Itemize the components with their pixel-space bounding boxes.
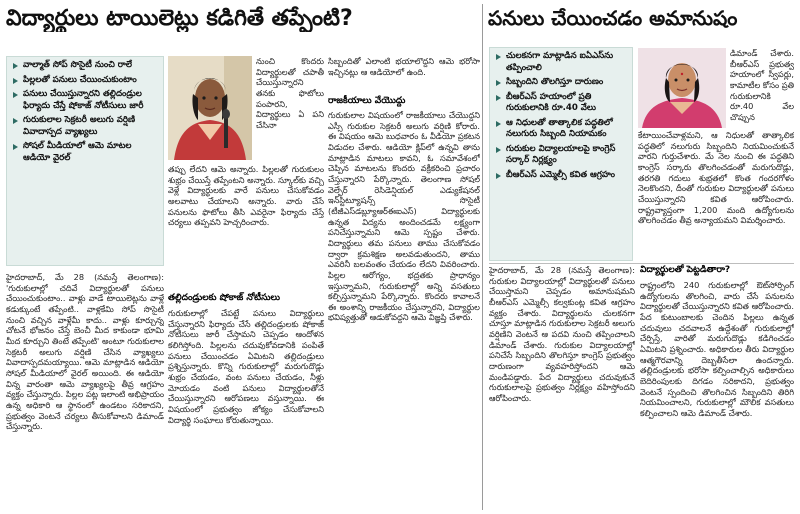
kavitha-portrait-photo <box>638 48 726 128</box>
left-column3-text: గురుకులాల విషయంలో రాజకీయాలు చేయొద్దని ఎస్సీ గురుకుల సెక్రటరీ అలుగు వర్షిణి కోరారు. ఈ విషయం ఆమె బుధవారం ఓ వీడియో ప్రకటన విడుదల చేశారు. ఆడియో క్లిప్‌లో ఉన్నవి తాను మాట్లాడిన మాటలు కావని, ఓ సమావేశంలో చెప్పిన మాటలను కొందరు వక్రీకరించి ప్రచారం చేస్తున్నారని పేర్కొన్నారు. తెలంగాణ సోషల్ వెల్ఫేర్ రెసిడెన్షియల్ ఎడ్యుకేషనల్ ఇన్‌స్టిట్యూషన్స్ సొసైటీ (టీజీఎస్‌డబ్ల్యూఆర్‌ఈఐఎస్) విద్యార్థులకు ఉన్నత విద్యను అందించడమే లక్ష్యంగా పనిచేస్తున్నామని ఆమె స్పష్టం చేశారు. విద్యార్థులు తమ పనులు తాము చేసుకోవడం ద్వారా క్రమశిక్షణ అలవడుతుందని, తాము ఎవరినీ బలవంతం చేయడం లేదని వివరించారు. పిల్లల ఆరోగ్యం, భద్రతకు ప్రాధాన్యం ఇస్తున్నామని, గురుకులాల్లో అన్ని వసతులు కల్పిస్తున్నామని పేర్కొన్నారు. కొందరు కావాలనే ఈ అంశాన్ని రాజకీయం చేస్తున్నారని, విద్యార్థుల భవిష్యత్తుతో ఆడుకోవద్దని ఆమె విజ్ఞప్తి చేశారు. <box>328 110 480 323</box>
right-column1-text: హైదరాబాద్, మే 28 (నమస్తే తెలంగాణ): గురుకుల విద్యాలయాల్లో విద్యార్థులతో పనులు చేయిస్తామని చెప్పడం అమానుషమని బీఆర్‌ఎస్ ఎమ్మెల్సీ కల్వకుంట్ల కవిత ఆగ్రహం వ్యక్తం చేశారు. విద్యార్థులను చులకనగా చూస్తూ మాట్లాడిన గురుకులాల సెక్రటరీ అలుగు వర్షిణిని వెంటనే ఆ పదవి నుంచి తప్పించాలని డిమాండ్ చేశారు. గురుకుల విద్యాలయాల్లో పనిచేసే సిబ్బందిని తొలగిస్తూ కాంగ్రెస్ ప్రభుత్వం దారుణంగా వ్యవహరిస్తోందని ఆమె మండిపడ్డారు. పేద విద్యార్థులు చదువుకునే గురుకులాలపై ప్రభుత్వం నిర్లక్ష్యం వహిస్తోందని ఆరోపించారు. <box>489 265 635 403</box>
right-lead-text: డిమాండ్ చేశారు. బీఆర్‌ఎస్ ప్రభుత్వ హయాంలో స్వీపర్లు, కామాటీల కోసం ప్రతి గురుకులానికి రూ.40 వేల చొప్పున <box>730 48 794 122</box>
left-highlights-box <box>6 56 164 266</box>
right-highlights-box <box>489 47 633 261</box>
left-column3-top <box>328 56 480 94</box>
column-divider <box>482 4 483 510</box>
left-highlight-item: సోషల్ మీడియాలో ఆమె మాటల ఆడియో వైరల్ <box>13 141 159 164</box>
right-highlights-list <box>496 51 628 181</box>
left-column2-continued <box>168 308 324 510</box>
right-column2 <box>640 280 794 510</box>
right-highlight-item: చులకనగా మాట్లాడిన ఐఏఎస్‌ను తప్పించాలి <box>496 51 628 74</box>
right-column2-top-text: కేటాయించేవాళ్లమని, ఆ నిధులతో తాత్కాలిక పద్ధతిలో నలుగురు సిబ్బందిని నియమించుకునే వారని గుర్తుచేశారు. మే నెల నుంచి ఈ పద్ధతిని కాంగ్రెస్ సర్కారు తొలగించడంతో మరుగుదొడ్లు, తరగతి గదులు శుభ్రతలో కొంత గందరగోళం నెలకొందని, దీంతో గురుకుల విద్యార్థులతో పనులు చేయిస్తున్నారని కవిత ఆరోపించారు. రాష్ట్రవ్యాప్తంగా 1,200 మంది ఉద్యోగులను తొలగించడం తీవ్ర అన్యాయమని విమర్శించారు. <box>638 130 794 226</box>
left-column2-lead-text: నుంచి కొందరు విద్యార్థులతో చపాతీ చేయిస్తున్నారని తనకు ఫొటోలు పంపారని, విద్యార్థులు ఏ పని చేసినా <box>256 56 324 130</box>
left-column1-text: హైదరాబాద్, మే 28 (నమస్తే తెలంగాణ): 'గురుకులాల్లో చదివే విద్యార్థులతో పనులు చేయించుకుంటాం.. వాళ్లు వాడే టాయిలెట్లను వాళ్లే కడుక్కుంటే తప్పేంటి.. వాళ్లకేమి సోప్ సొసైటీ నుంచి వచ్చిన వాళ్లేమీ కాదు.. వాళ్లు కూర్చున్న చోటనే భోజనం చేస్తే బెంచీ మీద కాకుండా భూమి మీద కూర్చుని తింటే తప్పేంటి' అంటూ గురుకులాల సెక్రటరీ అలుగు వర్షిణి చేసిన వ్యాఖ్యలు వివాదాస్పదమయ్యాయి. ఆమె మాట్లాడిన ఆడియో సోషల్ మీడియాలో వైరల్ అయింది. ఈ ఆడియో విన్న వారంతా ఆమె వ్యాఖ్యలపై తీవ్ర ఆగ్రహం వ్యక్తం చేస్తున్నారు. పిల్లల పట్ల ఇలాంటి అభిప్రాయం ఉన్న అధికారి ఆ స్థానంలో ఉండటం సరికాదని, ప్రభుత్వం వెంటనే చర్యలు తీసుకోవాలని డిమాండ్ చేస్తున్నారు. <box>6 272 164 432</box>
left-highlight-item: వాల్మాత్ సోప్ సొసైటీ నుంచి రాలే <box>13 60 159 72</box>
right-highlight-item: బీఆర్‌ఎస్ ఎమ్మెల్సీ కవిత ఆగ్రహం <box>496 170 628 182</box>
left-column2-lead <box>256 56 324 160</box>
right-highlight-item: బీఆర్‌ఎస్ హయాంలో ప్రతి గురుకులానికి రూ.40 వేలు <box>496 92 628 115</box>
left-highlight-item: పనులు చేయిస్తున్నారని తల్లిదండ్రుల ఫిర్యాదు చేస్తే షోకాజ్ నోటీసులు జారీ <box>13 89 159 112</box>
right-highlight-item: ఆ నిధులతో తాత్కాలిక పద్ధతిలో నలుగురు సిబ్బంది నియామకం <box>496 118 628 141</box>
left-subhead-notices: తల్లిదండ్రులకు షోకాజ్ నోటీసులు <box>168 293 281 303</box>
right-column1 <box>489 265 635 510</box>
right-headline: పనులు చేయించడం అమానుషం <box>488 6 738 30</box>
left-headline: విద్యార్థులు టాయిలెట్లు కడిగితే తప్పేంటి? <box>6 6 353 31</box>
right-lead <box>730 48 794 130</box>
left-highlight-item: పిల్లలతో పనులు చేయించుకుంటాం <box>13 75 159 87</box>
portrait-illustration <box>168 56 252 160</box>
right-column2-top <box>638 130 794 262</box>
left-highlights-list <box>13 60 159 164</box>
right-section-divider <box>489 263 794 264</box>
left-column1 <box>6 272 164 510</box>
left-column2-continued-text: గురుకులాల్లో చేపట్టే పనులు విద్యార్థులు చేస్తున్నారని ఫిర్యాదు చేసే తల్లిదండ్రులకు షోకాజ్ నోటీసులు జారీ చేస్తామని చెప్పడం ఆందోళన కలిగిస్తోంది. పిల్లలను చదువుకోవడానికి పంపితే పనులు చేయించడం ఏమిటని తల్లిదండ్రులు ప్రశ్నిస్తున్నారు. కొన్ని గురుకులాల్లో మరుగుదొడ్లు శుభ్రం చేయడం, వంట పనులు చేయడం, నీళ్లు మోయడం వంటి పనులు విద్యార్థులతోనే చేయిస్తున్నారని ఆరోపణలు వస్తున్నాయి. ఈ విషయంలో ప్రభుత్వం జోక్యం చేసుకోవాలని విద్యార్థి సంఘాలు కోరుతున్నాయి. <box>168 308 324 425</box>
portrait-illustration <box>638 48 726 128</box>
right-highlight-item: సిబ్బందిని తొలగిస్తూ దారుణం <box>496 77 628 89</box>
secretary-portrait-photo <box>168 56 252 160</box>
right-highlight-item: గురుకుల విద్యాలయాలపై కాంగ్రెస్ సర్కార్ నిర్లక్ష్యం <box>496 144 628 167</box>
left-column2-text: తప్పు లేదని ఆమె అన్నారు. పిల్లలతో గురుకులం శుభ్రం చేయిస్తే తప్పేంటని అన్నారు. స్కూల్‌కు వచ్చి వెళ్లే విద్యార్థులకు వారే పనులు చేసుకోవడం అలవాటు చేయాలని అన్నారు. వారు చేసే పనులను ఫొటోలు తీసి ఎవరైనా ఫిర్యాదు చేస్తే చర్యలు తప్పవని హెచ్చరించారు. <box>168 164 324 228</box>
right-subhead-students: విద్యార్థులతో పెట్టడితారా? <box>640 265 731 275</box>
left-column2 <box>168 164 324 292</box>
left-column3-top-text: సిబ్బందితో ఎలాంటి భయాలొద్దని ఆమె భరోసా ఇచ్చినట్లు ఆ ఆడియోలో ఉంది. <box>328 56 480 77</box>
right-column2-text: రాష్ట్రంలోని 240 గురుకులాల్లో ఔట్‌సోర్సింగ్ ఉద్యోగులను తొలగించి, వారు చేసే పనులను విద్యార్థులతో చేయిస్తున్నారని కవిత ఆరోపించారు. పేద కుటుంబాలకు చెందిన పిల్లలు ఉన్నత చదువులు చదవాలనే ఉద్దేశంతో గురుకులాల్లో చేర్పిస్తే, వారితో మరుగుదొడ్లు కడిగించడం ఏమిటని ప్రశ్నించారు. అధికారుల తీరు విద్యార్థుల ఆత్మగౌరవాన్ని దెబ్బతీసేలా ఉందన్నారు. తల్లిదండ్రులకు భరోసా కల్పించాల్సిన అధికారులు బెదిరింపులకు దిగడం సరికాదని, ప్రభుత్వం వెంటనే స్పందించి తొలగించిన సిబ్బందిని తిరిగి నియమించాలని, గురుకులాల్లో మౌలిక వసతులు కల్పించాలని ఆమె డిమాండ్ చేశారు. <box>640 280 794 418</box>
left-highlight-item: గురుకులాల సెక్రటరీ అలుగు వర్షిణి వివాదాస్పద వ్యాఖ్యలు <box>13 115 159 138</box>
left-subhead-politics: రాజకీయాలు వేయొద్దు <box>328 96 406 106</box>
left-column3 <box>328 110 480 510</box>
